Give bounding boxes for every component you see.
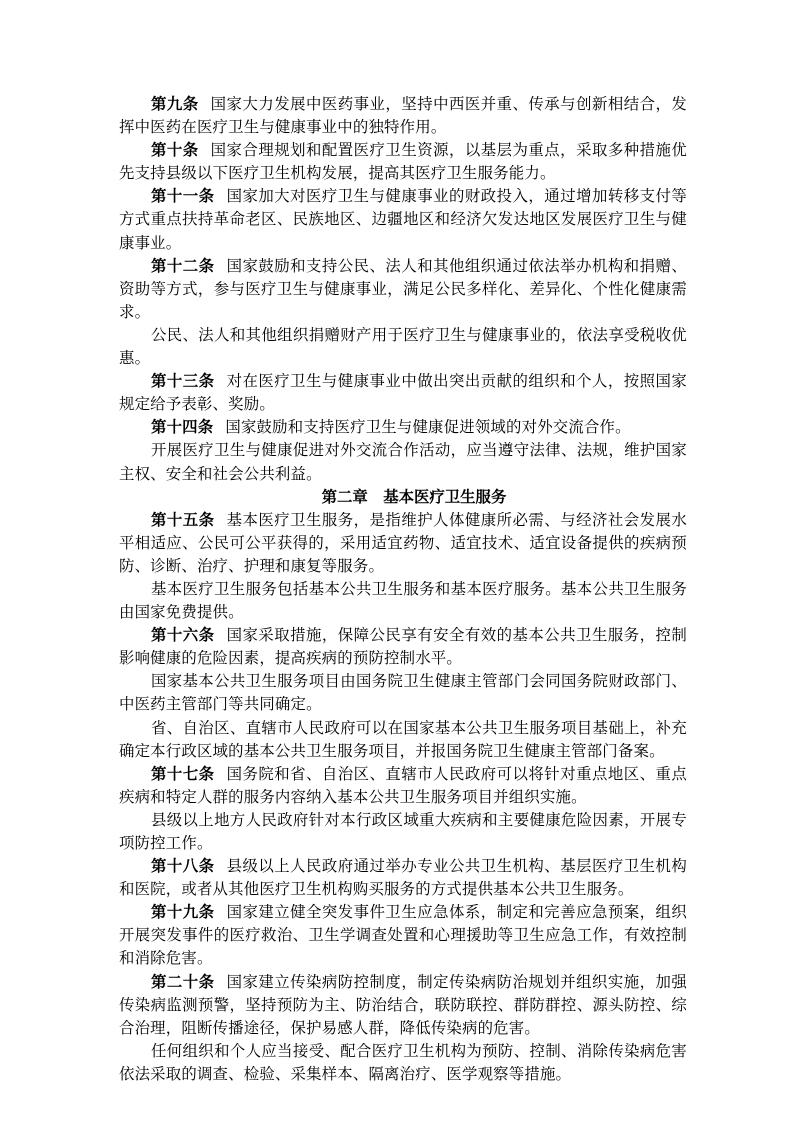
article-text: 国家合理规划和配置医疗卫生资源，以基层为重点，采取多种措施优先支持县级以下医疗卫生机构发展，提高其医疗卫生服务能力。 — [119, 141, 687, 183]
article-text: 国家建立传染病防控制度，制定传染病防治规划并组织实施，加强传染病监测预警，坚持预防为主、防治结合，联防联控、群防群控、源头防控、综合治理，阻断传播途径，保护易感人群，降低传染病的危害。 — [119, 972, 687, 1037]
article-label: 第十六条 — [151, 626, 215, 645]
article-label: 第十四条 — [151, 418, 214, 437]
article-label: 第十三条 — [151, 372, 215, 391]
article-label: 第十一条 — [151, 187, 215, 206]
paragraph: 任何组织和个人应当接受、配合医疗卫生机构为预防、控制、消除传染病危害依法采取的调查、检验、采集样本、隔离治疗、医学观察等措施。 — [119, 1041, 687, 1083]
article-label: 第十条 — [151, 141, 199, 160]
article-text: 国家建立健全突发事件卫生应急体系，制定和完善应急预案，组织开展突发事件的医疗救治、卫生学调查处置和心理援助等卫生应急工作，有效控制和消除危害。 — [119, 903, 687, 968]
article-15 — [119, 509, 687, 578]
article-14 — [119, 416, 687, 439]
article-11 — [119, 185, 687, 254]
article-10 — [119, 139, 687, 185]
paragraph: 基本医疗卫生服务包括基本公共卫生服务和基本医疗服务。基本公共卫生服务由国家免费提供。 — [119, 579, 687, 622]
article-text: 国家加大对医疗卫生与健康事业的财政投入，通过增加转移支付等方式重点扶持革命老区、民族地区、边疆地区和经济欠发达地区发展医疗卫生与健康事业。 — [119, 187, 687, 252]
paragraph: 国家基本公共卫生服务项目由国务院卫生健康主管部门会同国务院财政部门、中医药主管部门等共同确定。 — [119, 672, 687, 714]
article-19 — [119, 901, 687, 970]
article-16 — [119, 624, 687, 670]
article-17 — [119, 763, 687, 809]
chapter-heading: 第二章 基本医疗卫生服务 — [321, 487, 507, 506]
document-body — [119, 93, 687, 1086]
article-label: 第十九条 — [151, 903, 215, 922]
paragraph: 县级以上地方人民政府针对本行政区域重大疾病和主要健康危险因素，开展专项防控工作。 — [119, 810, 687, 852]
article-text: 县级以上人民政府通过举办专业公共卫生机构、基层医疗卫生机构和医院，或者从其他医疗卫生机构购买服务的方式提供基本公共卫生服务。 — [119, 857, 687, 899]
article-label: 第十五条 — [151, 510, 215, 529]
paragraph: 开展医疗卫生与健康促进对外交流合作活动，应当遵守法律、法规，维护国家主权、安全和社会公共利益。 — [119, 441, 687, 483]
article-9 — [119, 93, 687, 139]
article-label: 第十七条 — [151, 764, 215, 783]
article-20 — [119, 971, 687, 1040]
article-label: 第二十条 — [151, 972, 215, 991]
article-text: 国家大力发展中医药事业，坚持中西医并重、传承与创新相结合，发挥中医药在医疗卫生与健康事业中的独特作用。 — [119, 95, 687, 137]
article-label: 第十八条 — [151, 857, 215, 876]
article-label: 第九条 — [151, 95, 199, 113]
article-18 — [119, 855, 687, 901]
article-12 — [119, 255, 687, 324]
article-text: 国家采取措施，保障公民享有安全有效的基本公共卫生服务，控制影响健康的危险因素，提高疾病的预防控制水平。 — [119, 626, 687, 668]
article-label: 第十二条 — [151, 256, 215, 275]
article-text: 对在医疗卫生与健康事业中做出突出贡献的组织和个人，按照国家规定给予表彰、奖励。 — [119, 372, 687, 414]
article-text: 国务院和省、自治区、直辖市人民政府可以将针对重点地区、重点疾病和特定人群的服务内容纳入基本公共卫生服务项目并组织实施。 — [119, 764, 687, 806]
paragraph: 省、自治区、直辖市人民政府可以在国家基本公共卫生服务项目基础上，补充确定本行政区域的基本公共卫生服务项目，并报国务院卫生健康主管部门备案。 — [119, 718, 687, 760]
article-13 — [119, 370, 687, 416]
article-text: 国家鼓励和支持公民、法人和其他组织通过依法举办机构和捐赠、资助等方式，参与医疗卫生与健康事业，满足公民多样化、差异化、个性化健康需求。 — [119, 256, 687, 321]
article-text: 基本医疗卫生服务，是指维护人体健康所必需、与经济社会发展水平相适应、公民可公平获得的，采用适宜药物、适宜技术、适宜设备提供的疾病预防、诊断、治疗、护理和康复等服务。 — [119, 510, 687, 575]
article-text: 国家鼓励和支持医疗卫生与健康促进领域的对外交流合作。 — [225, 418, 631, 437]
paragraph: 公民、法人和其他组织捐赠财产用于医疗卫生与健康事业的，依法享受税收优惠。 — [119, 325, 687, 368]
